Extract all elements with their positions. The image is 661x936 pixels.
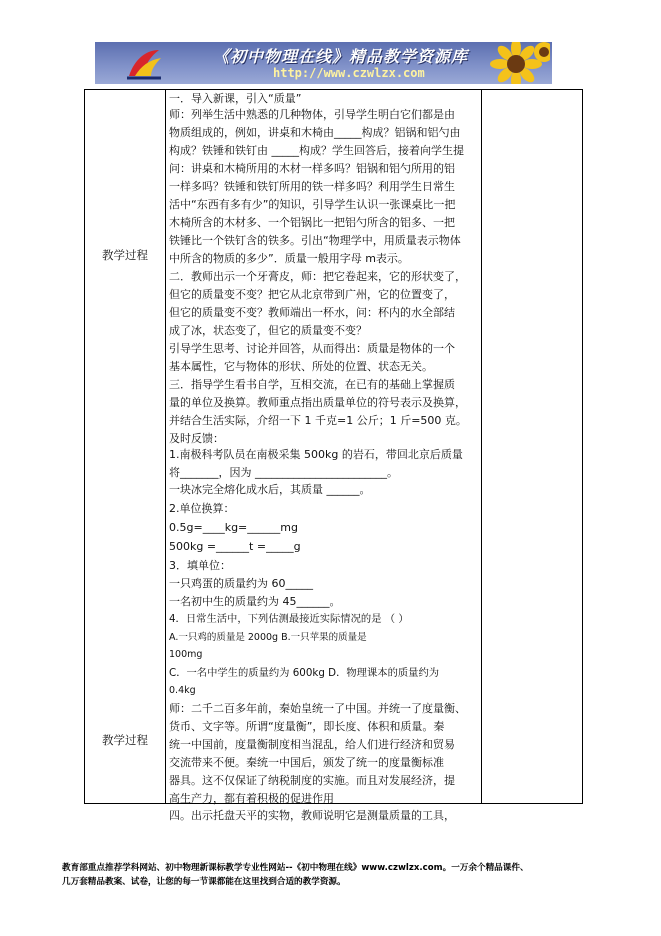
text-line: 统一中国前，度量衡制度相当混乱，给人们进行经济和贸易	[169, 738, 455, 751]
text-line: 1.南极科考队员在南极采集 500kg 的岩石，带回北京后质量	[169, 448, 463, 461]
text-line: 问：讲桌和木椅所用的木材一样多吗？铝锅和铝勺所用的铝	[169, 162, 455, 175]
text-line: 成了冰，状态变了，但它的质量变不变？	[169, 324, 367, 337]
text-line: 0.5g=____kg=______mg	[169, 521, 298, 534]
text-line: 师：列举生活中熟悉的几种物体，引导学生明白它们都是由	[169, 108, 455, 121]
text-line: 将_______，因为 ________________________。	[169, 466, 398, 479]
row-label-teaching-process: 教学过程	[102, 733, 148, 747]
text-line: 物质组成的，例如，讲桌和木椅由_____构成？铝锅和铝勺由	[169, 126, 461, 139]
text-line: 2.单位换算：	[169, 502, 235, 515]
lesson-table	[84, 89, 583, 822]
text-line: 但它的质量变不变？把它从北京带到广州，它的位置变了，	[169, 288, 455, 301]
text-line: 三．指导学生看书自学，互相交流，在已有的基础上掌握质	[169, 378, 455, 391]
text-line: C．一名中学生的质量约为 600kg D．物理课本的质量约为	[169, 667, 440, 679]
text-line: 二．教师出示一个牙膏皮，师：把它卷起来，它的形状变了，	[169, 270, 466, 283]
text-line: 0.4kg	[169, 685, 196, 696]
text-line: 木椅所含的木材多、一个铝锅比一把铝勺所含的铝多、一把	[169, 216, 455, 229]
text-line: 基本属性，它与物体的形状、所处的位置、状态无关。	[169, 360, 433, 373]
text-line: 高生产力，都有着积极的促进作用	[169, 792, 334, 805]
text-line: 4．日常生活中，下列估测最接近实际情况的是 （ ）	[169, 613, 409, 625]
text-line: 一只鸡蛋的质量约为 60_____	[169, 577, 313, 590]
text-line: 但它的质量变不变？教师端出一杯水，问：杯内的水全部结	[169, 306, 455, 319]
page-footer	[62, 861, 622, 889]
header-banner	[95, 42, 552, 84]
banner-url: http://www.czwlzx.com	[273, 66, 425, 80]
row-label-teaching-process: 教学过程	[102, 248, 148, 262]
text-line: 活中“东西有多有少”的知识，引导学生认识一张课桌比一把	[169, 198, 456, 211]
sunflower-icon	[476, 42, 550, 84]
text-line: 师：二千二百多年前，秦始皇统一了中国。并统一了度量衡、	[169, 702, 466, 715]
text-line: 交流带来不便。秦统一中国后，颁发了统一的度量衡标准	[169, 756, 444, 769]
text-line: 100mg	[169, 649, 203, 660]
text-line: 构成？铁锤和铁钉由 _____构成？学生回答后，接着向学生提	[169, 144, 464, 157]
text-line: 铁锤比一个铁钉含的铁多。引出“物理学中，用质量表示物体	[169, 234, 461, 247]
footer-line: 几万套精品教案、试卷，让您的每一节课都能在这里找到合适的教学资源。	[62, 877, 346, 887]
text-line: 量的单位及换算。教师重点指出质量单位的符号表示及换算，	[169, 396, 466, 409]
text-line: 并结合生活实际，介绍一下 1 千克=1 公斤；1 斤=500 克。	[169, 414, 467, 427]
text-line: 500kg =______t =_____g	[169, 540, 301, 553]
text-line: 一块冰完全熔化成水后，其质量 ______。	[169, 483, 371, 496]
text-line: 一．导入新课，引入“质量”	[169, 92, 302, 105]
text-line: 3．填单位：	[169, 559, 231, 572]
column-divider	[481, 90, 482, 803]
site-logo-icon	[125, 46, 163, 80]
text-line: 引导学生思考、讨论并回答，从而得出：质量是物体的一个	[169, 342, 455, 355]
text-line: 一名初中生的质量约为 45______。	[169, 595, 341, 608]
column-divider	[165, 90, 166, 803]
text-line: 货币、文字等。所谓“度量衡”，即长度、体积和质量。秦	[169, 720, 445, 733]
text-line: 及时反馈：	[169, 432, 224, 445]
text-line: 中所含的物质的多少”．质量一般用字母 m表示。	[169, 252, 409, 265]
text-line: 器具。这不仅保证了纳税制度的实施。而且对发展经济，提	[169, 774, 455, 787]
footer-line: 教育部重点推荐学科网站、初中物理新课标教学专业性网站--《初中物理在线》www.czwlzx.com。一万余个精品课件、	[62, 863, 529, 873]
banner-title: 《初中物理在线》精品教学资源库	[213, 47, 469, 66]
text-line: 四。出示托盘天平的实物，教师说明它是测量质量的工具，	[169, 809, 455, 822]
text-line: 一样多吗？铁锤和铁钉所用的铁一样多吗？利用学生日常生	[169, 180, 455, 193]
text-line: A.一只鸡的质量是 2000g B.一只苹果的质量是	[169, 632, 367, 643]
